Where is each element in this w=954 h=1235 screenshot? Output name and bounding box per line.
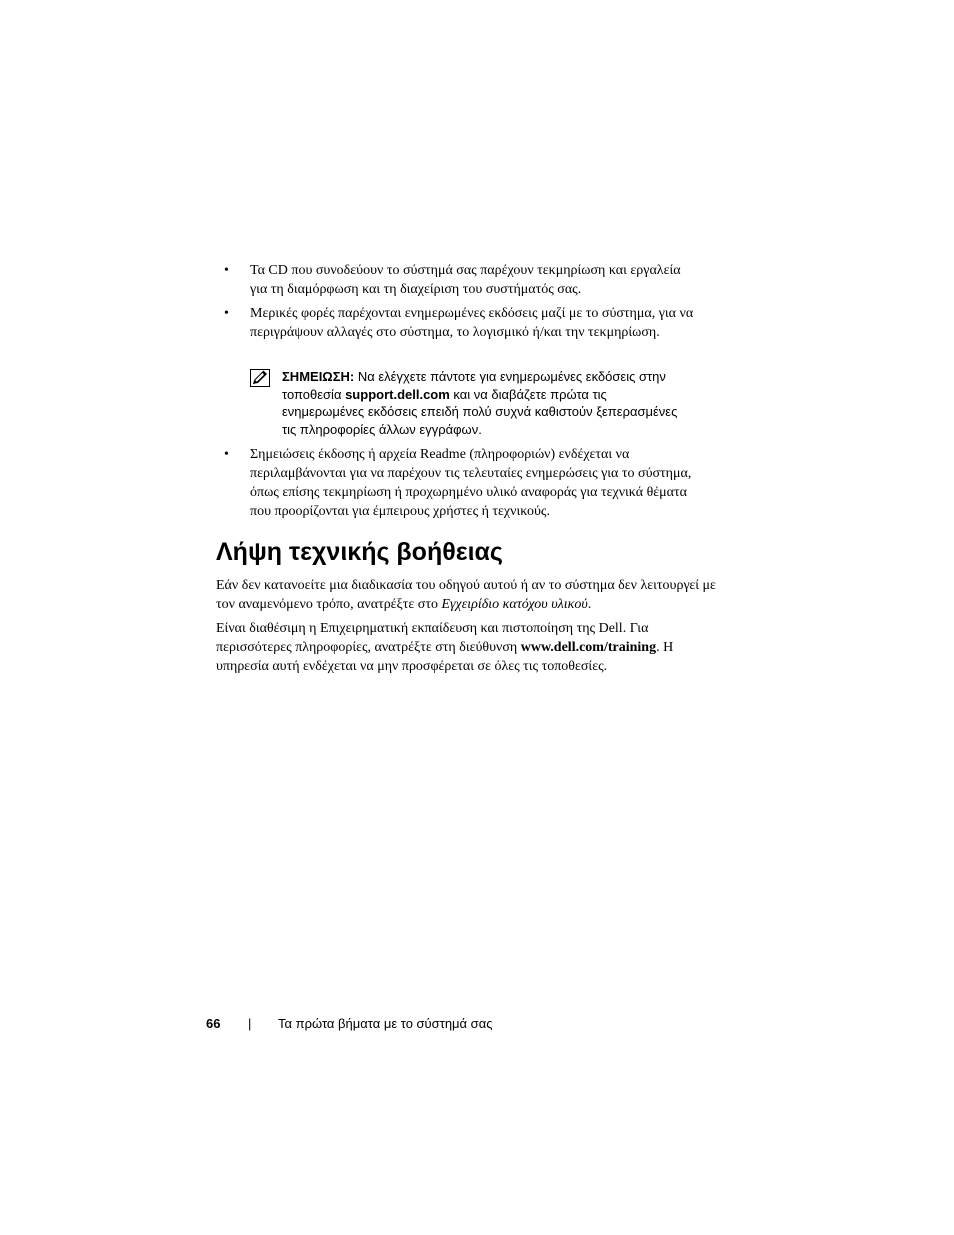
para2-end: . Η υπηρεσία αυτή ενδέχεται να μην προσφέρεται σε όλες τις τοποθεσίες.: [216, 640, 674, 674]
bullet-marker: •: [224, 447, 229, 462]
para1-text: Εάν δεν κατανοείτε μια διαδικασία του οδηγού αυτού ή αν το σύστημα δεν λειτουργεί με τον αναμενόμενο τρόπο, ανατρέξτε στο: [216, 578, 716, 612]
footer-chapter-title: Τα πρώτα βήματα με το σύστημά σας: [278, 1016, 493, 1031]
para2-text: Είναι διαθέσιμη η Επιχειρηματική εκπαίδευση και πιστοποίηση της Dell. Για περισσότερες πληροφορίες, ανατρέξτε στη διεύθυνση: [216, 621, 649, 655]
bullet-text: Σημειώσεις έκδοσης ή αρχεία Readme (πληροφοριών) ενδέχεται να περιλαμβάνονται για να παρέχουν τις τελευταίες ενημερώσεις για το σύστημα, όπως επίσης τεκμηρίωση ή προχωρημένο υλικό αναφοράς για τεχνικά θέματα που προορίζονται για έμπειρους χρήστες ή τεχνικούς.: [250, 447, 692, 519]
note-text-before: Να ελέγχετε πάντοτε για ενημερωμένες εκδόσεις στην τοποθεσία: [282, 369, 666, 402]
paragraph-troubleshoot: [216, 576, 716, 614]
note-label: ΣΗΜΕΙΩΣΗ:: [282, 369, 355, 384]
hardware-owners-manual-ref: Εγχειρίδιο κατόχου υλικού: [441, 597, 588, 612]
note-text: [282, 368, 682, 438]
support-link[interactable]: support.dell.com: [345, 386, 450, 402]
paragraph-training: [216, 619, 716, 676]
note-pencil-icon: [250, 369, 270, 387]
bullet-marker: •: [224, 306, 229, 321]
bullet-text: Τα CD που συνοδεύουν το σύστημά σας παρέχουν τεκμηρίωση και εργαλεία για τη διαμόρφωση και τη διαχείριση του συστήματός σας.: [250, 263, 681, 297]
footer-separator: |: [248, 1016, 252, 1031]
page-number: 66: [206, 1016, 221, 1031]
note-text-after: και να διαβάζετε πρώτα τις ενημερωμένες εκδόσεις επειδή πολύ συχνά καθιστούν ξεπερασμένες τις πληροφορίες άλλων εγγράφων.: [282, 386, 678, 437]
training-link[interactable]: www.dell.com/training: [520, 640, 657, 655]
section-heading: Λήψη τεχνικής βοήθειας: [216, 538, 503, 566]
bullet-marker: •: [224, 263, 229, 278]
para1-end: .: [587, 597, 592, 612]
bullet-text: Μερικές φορές παρέχονται ενημερωμένες εκδόσεις μαζί με το σύστημα, για να περιγράψουν αλλαγές στο σύστημα, το λογισμικό ή/και την τεκμηρίωση.: [250, 306, 694, 340]
